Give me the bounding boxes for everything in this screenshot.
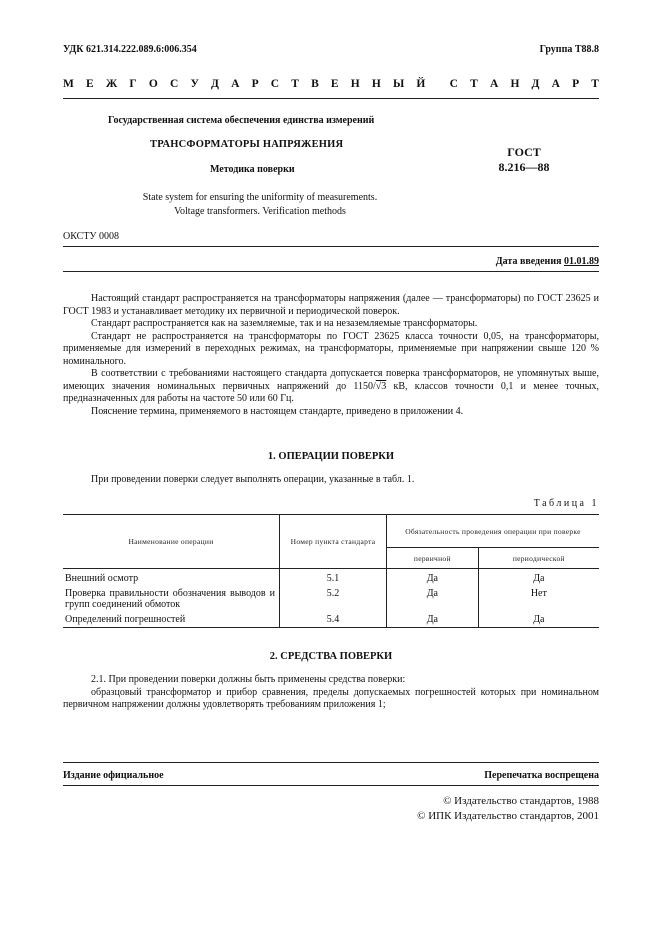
table-row <box>63 611 599 628</box>
header-divider <box>63 98 599 99</box>
banner-letter: Р <box>251 78 259 90</box>
operation-name: Определений погрешностей <box>63 611 280 628</box>
official-edition: Издание официальное <box>63 770 164 781</box>
gost-number <box>492 145 556 175</box>
group-code: Группа Т88.8 <box>539 44 599 55</box>
banner-letter: С <box>169 78 179 90</box>
table-row <box>63 569 599 585</box>
operations-table <box>63 514 599 628</box>
gost-label: ГОСТ <box>507 145 541 159</box>
section-1-paragraph: При проведении поверки следует выполнять операции, указанные в табл. 1. <box>91 474 415 485</box>
intro-paragraph-2: Стандарт распространяется как на заземляемые, так и на незаземляемые трансформаторы. <box>91 318 478 329</box>
banner-letter: А <box>231 78 240 90</box>
copyright-1988: © Издательство стандартов, 1988 <box>443 795 599 807</box>
banner-letter: Г <box>129 78 137 90</box>
banner-letter: Н <box>350 78 360 90</box>
intro-date-value: 01.01.89 <box>564 256 599 267</box>
periodic-value: Да <box>478 611 599 628</box>
document-subtitle: Методика поверки <box>210 164 295 175</box>
udk-code: УДК 621.314.222.089.6:006.354 <box>63 44 197 55</box>
sqrt-three: √3 <box>375 380 387 392</box>
title-divider <box>63 246 599 247</box>
banner-letter: Н <box>510 78 520 90</box>
system-title: Государственная система обеспечения единства измерений <box>108 115 375 126</box>
english-title <box>120 191 400 219</box>
intro-paragraph-3: Стандарт не распространяется на трансформаторы по ГОСТ 23625 класса точности 0,05, на трансформаторы, применяемые для измерений в переходных режимах, на трансформаторы, применяемые при напряжении свыше 120 % номинального. <box>63 330 599 367</box>
periodic-value: Нет <box>478 585 599 611</box>
col-header-mandatory: Обязательность проведения операции при поверке <box>387 515 600 548</box>
banner-letter: Й <box>416 78 426 90</box>
col-header-operation: Наименование операции <box>63 515 280 569</box>
item-number: 5.1 <box>280 569 387 585</box>
banner-letter: Т <box>591 78 599 90</box>
banner-letter: Е <box>330 78 339 90</box>
banner-letter: Е <box>86 78 94 90</box>
section-1-heading: 1. ОПЕРАЦИИ ПОВЕРКИ <box>267 451 395 462</box>
banner-letter: О <box>148 78 158 90</box>
interstate-standard-banner <box>63 78 599 90</box>
english-title-line1: State system for ensuring the uniformity of measurements. <box>142 192 378 203</box>
footer-bottom-divider <box>63 785 599 786</box>
banner-letter: А <box>551 78 560 90</box>
banner-letter: Д <box>211 78 219 90</box>
item-number: 5.2 <box>280 585 387 611</box>
date-divider <box>63 271 599 272</box>
gost-code: 8.216—88 <box>498 160 550 174</box>
banner-letter: Н <box>371 78 381 90</box>
table-row <box>63 585 599 611</box>
item-number: 5.4 <box>280 611 387 628</box>
section-1-text <box>63 474 599 487</box>
banner-letter: Т <box>291 78 299 90</box>
introduction-date <box>496 256 599 267</box>
operation-name: Проверка правильности обозначения выводов и групп соединений обмоток <box>65 587 275 610</box>
section-2-paragraph-1: 2.1. При проведении поверки должны быть применены средства поверки: <box>91 674 406 685</box>
primary-value: Да <box>387 569 479 585</box>
periodic-value: Да <box>478 569 599 585</box>
intro-paragraph-5: Пояснение термина, применяемого в настоящем стандарте, приведено в приложении 4. <box>91 405 464 417</box>
intro-paragraph-1: Настоящий стандарт распространяется на трансформаторы напряжения (далее — трансформаторы) по ГОСТ 23625 и ГОСТ 1983 и устанавливает методику их первичной и периодической поверок. <box>63 293 599 317</box>
section-2-paragraph-2: образцовый трансформатор и прибор сравнения, пределы допускаемых погрешностей которых при номинальном первичном напряжении должны удовлетворять требованиям приложения 1; <box>63 686 599 710</box>
primary-value: Да <box>387 585 479 611</box>
intro-date-label: Дата введения <box>495 256 562 267</box>
banner-letter: Ы <box>392 78 405 90</box>
okstu-code: ОКСТУ 0008 <box>63 231 120 242</box>
banner-letter: А <box>489 78 499 90</box>
intro-paragraph-4 <box>63 368 599 406</box>
banner-letter: В <box>311 78 319 90</box>
section-2-heading: 2. СРЕДСТВА ПОВЕРКИ <box>269 651 393 662</box>
operation-name: Внешний осмотр <box>65 573 139 584</box>
banner-letter: С <box>449 78 458 90</box>
footer-divider <box>63 762 599 763</box>
banner-letter: Т <box>470 78 478 90</box>
banner-letter: Ж <box>105 78 118 90</box>
banner-letter: Р <box>572 78 580 90</box>
primary-value: Да <box>387 611 479 628</box>
document-title: ТРАНСФОРМАТОРЫ НАПРЯЖЕНИЯ <box>150 139 344 150</box>
banner-letter: У <box>190 78 199 90</box>
english-title-line2: Voltage transformers. Verification methods <box>174 206 346 217</box>
banner-letter: С <box>270 78 280 90</box>
section-2-text <box>63 674 599 712</box>
reprint-prohibited: Перепечатка воспрещена <box>484 770 599 781</box>
col-header-periodic: периодической <box>478 548 599 569</box>
intro-paragraph-4-a: В соответствии с требованиями настоящего стандарта допускается поверка трансформаторов, не упомянутых выше, имеющих значения номинальных первичных напряжений до 1150/ <box>63 368 599 392</box>
col-header-primary: первичной <box>387 548 479 569</box>
banner-letter: Д <box>531 78 540 90</box>
col-header-item: Номер пункта стандарта <box>280 515 387 569</box>
intro-paragraph-4-b: кВ, классов точности 0,1 и менее точных, предназначенных для работы на частоте 50 или 60 Гц. <box>63 380 599 404</box>
copyright-2001: © ИПК Издательство стандартов, 2001 <box>417 810 599 822</box>
intro-text <box>63 293 599 418</box>
table-label: Таблица 1 <box>533 498 599 509</box>
banner-letter: М <box>63 78 74 90</box>
